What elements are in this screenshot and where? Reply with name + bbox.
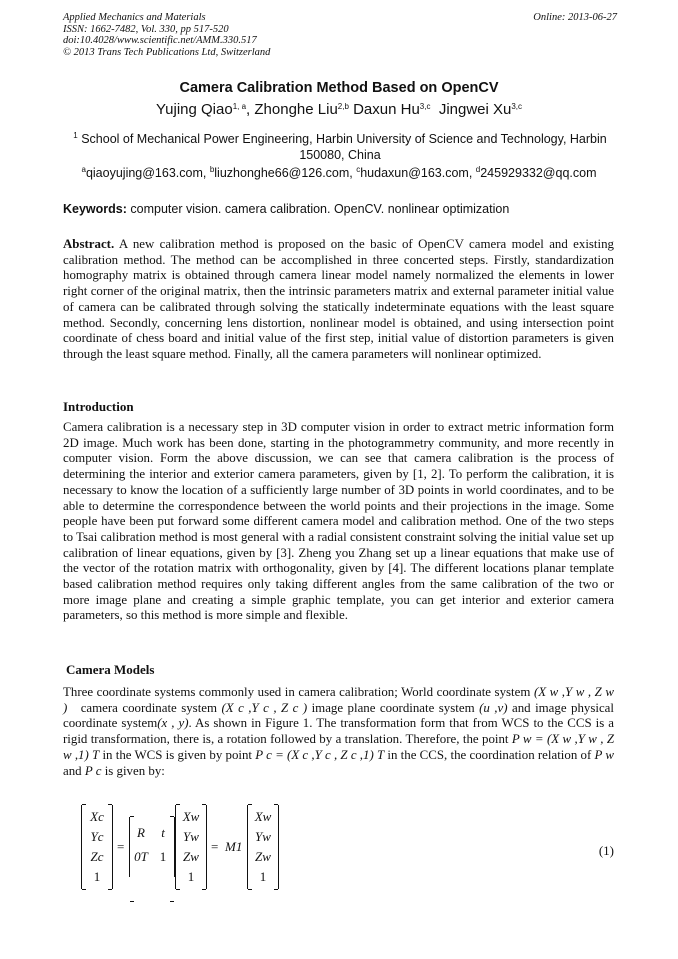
text-run: and [63,763,82,778]
affiliation [70,131,610,163]
copyright-line: © 2013 Trans Tech Publications Ltd, Switzerland [63,46,271,58]
math-uv: (u ,v) [479,700,508,715]
affiliation-text: School of Mechanical Power Engineering, Harbin University of Science and Technology, Harbin 150080, China [81,132,607,162]
author-affil-mark: 3,c [419,102,431,111]
matrix-cell: R [137,825,145,840]
matrix-cell: 0T [134,849,148,864]
text-run: camera coordinate system [80,700,218,715]
matrix-world-coords [175,805,207,889]
email-address: hudaxun@163.com, [360,166,476,180]
author-emails [0,166,678,180]
math-world-coords: (X w ,Y w , Z w ) [63,685,614,715]
text-run: in the WCS is given by point [102,747,252,762]
matrix-world-coords-rhs [247,805,279,889]
camera-models-heading: Camera Models [66,662,155,677]
keywords [63,202,509,216]
matrix-cell: 1 [259,869,267,884]
author-affil-mark: 3,c [511,102,523,111]
matrix-cell: Zw [255,849,271,864]
author-name: Jingwei Xu [438,101,512,118]
matrix-cell: Yw [255,829,271,844]
author-list: Yujing Qiao$^{1, a}$, Zhonghe Liu$^{2,b}$ Daxun Hu$^{3,c}$ Jingwei Xu$^{3,c}$ [155,101,523,118]
author-name: Daxun Hu [353,101,420,118]
math-xy: (x , y) [157,716,189,731]
math-pc: P c [84,763,102,778]
keywords-text: computer vision. camera calibration. OpenCV. nonlinear optimization [130,202,510,216]
matrix-transform [129,817,175,877]
matrix-cell: Xw [182,809,200,824]
email-mark: a [81,165,86,174]
introduction-heading: Introduction [63,399,134,414]
text-run: and [511,700,531,715]
matrix-cell: Xc [90,809,104,824]
matrix-camera-coords [81,805,113,889]
text-run: point [482,732,509,747]
matrix-cell: 1 [159,849,167,864]
text-run: Three coordinate systems commonly used in camera calibration; World coordinate system [63,685,531,699]
text-run: image plane coordinate system [311,700,475,715]
matrix-cell: t [161,825,165,840]
email-mark: b [209,165,215,174]
keywords-label: Keywords: [63,202,127,216]
author-affil-mark: 1, a [232,102,247,111]
affiliation-mark: 1 [73,131,78,140]
abstract-text: A new calibration method is proposed on the basic of OpenCV camera model and existing calibration method. The method can be accomplished in three concerted steps. Firstly, standardization homography matrix is obtained through camera linear model namely normalized the elements in lower right corner of the original matrix, then the intrinsic parameters matrix and external parameter initial value of camera can be calibrated through solving the statically indeterminate equations with the least square method. Secondly, concerning lens distortion, nonlinear model is obtained, and using intersection point coordinate of chess board and initial value of the first step, initial value of distortion parameters is given through the least square method. Finally, all the camera parameters will nonlinear optimized. [63,237,614,361]
equation-1 [63,805,614,893]
introduction-paragraph: Camera calibration is a necessary step in 3D computer vision in order to extract metric information form 2D image. Much work has been done, starting in the photogrammetry community, and more recently in computer vision. Form the above discussion, we can see that camera calibration is the process of determining the interior and exterior camera parameters, given by [1, 2]. To perform the calibration, it is necessary to know the location of a sufficiently large number of 3D points in world coordinates, and to be able to determine the correspondence between the world points and their projections in the image. Some people have been put forward some different camera model and calibration method. One of the two steps to Tsai calibration method is most general with a radial consistent constraint solving the initial value set up calibration of linear equations, given by [3]. Zheng you Zhang set up a linear equations that make use of the vector of the rotation matrix with orthogonality, given by [4]. The different locations planar template based calibration method requires only taking different angles from the same calibration of the two or more image plane and creating a simple graphic template, you can get interior and exterior camera parameters, so this method is more simple and flexible. [63,420,614,623]
abstract-paragraph [63,237,614,363]
matrix-cell: Zw [183,849,199,864]
text-run: in the CCS, the [387,747,467,762]
equals-sign: = [117,839,125,854]
author-name: Yujing Qiao [155,101,233,118]
online-date: Online: 2013-06-27 [533,12,617,23]
matrix-cell: 1 [187,869,195,884]
equation-number: (1) [598,843,614,858]
matrix-cell: Yc [90,829,104,844]
text-run: . As shown in Figure 1. The transformation form that from [188,716,498,731]
math-camera-coords: (X c ,Y c , Z c ) [221,700,308,715]
email-address: liuzhonghe66@126.com, [214,166,357,180]
email-mark: c [356,165,361,174]
text-run: image physical coordinate system [63,700,614,731]
author-affil-mark: 2,b [337,102,349,111]
journal-name: Applied Mechanics and Materials [63,12,206,23]
doi-line: doi:10.4028/www.scientific.net/AMM.330.517 [63,35,257,46]
matrix-cell: Yw [183,829,199,844]
math-point-pw: P w = (X w ,Y w , Z w ,1) T [63,732,614,762]
matrix-cell: Xw [254,809,272,824]
math-pw: P w [594,747,614,762]
author-name: Zhonghe Liu [254,101,338,118]
matrix-cell: Zc [90,849,104,864]
email-address: qiaoyujing@163.com, [85,166,210,180]
matrix-cell: 1 [93,869,101,884]
issn-line: ISSN: 1662-7482, Vol. 330, pp 517-520 [63,23,229,35]
text-run: coordination relation of [469,747,592,762]
text-run: WCS to the CCS is a rigid transformation, there is, a rotation followed by a translation. Therefore, the [63,716,615,747]
equals-sign: = [211,839,219,854]
text-run: is given by: [104,763,165,778]
abstract-label: Abstract. [63,237,115,251]
email-mark: d [475,165,481,174]
journal-header [63,12,617,58]
email-address: 245929332@qq.com [480,166,597,180]
math-point-pc: P c = (X c ,Y c , Z c ,1) T [255,747,385,762]
camera-models-paragraph [63,685,614,779]
paper-title: Camera Calibration Method Based on OpenCV [179,80,499,96]
matrix-m1: M1 [225,839,243,854]
